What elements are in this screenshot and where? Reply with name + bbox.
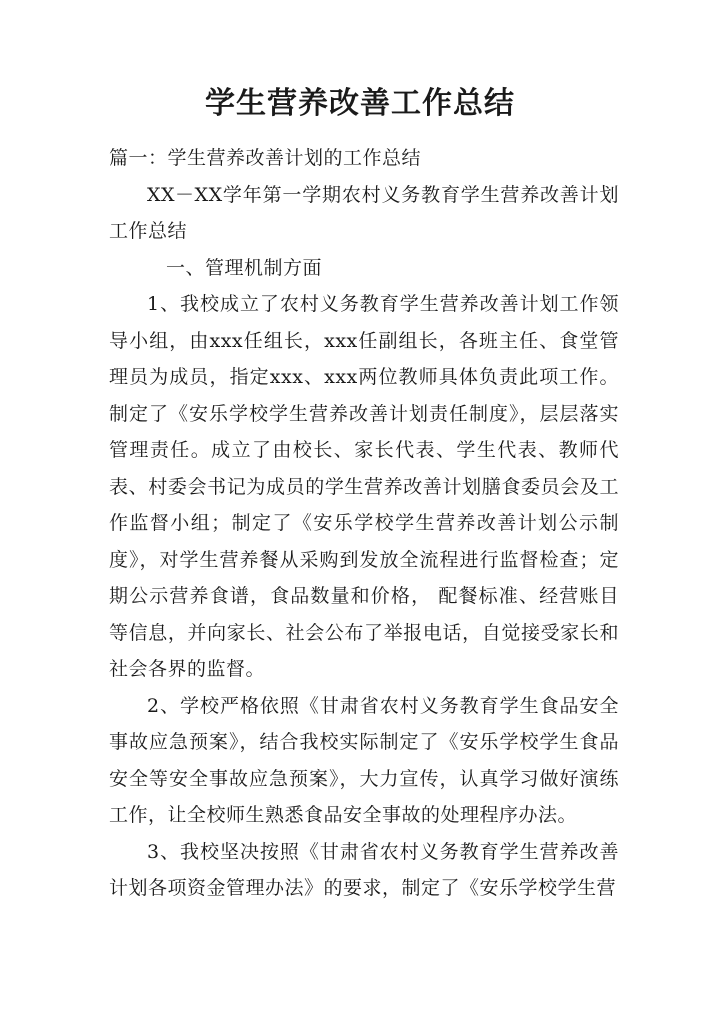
document-title: 学生营养改善工作总结 [205, 86, 515, 121]
part-heading: 一、管理机制方面 [166, 256, 323, 279]
paragraph-3: 3、我校坚决按照《甘肃省农村义务教育学生营养改善计划各项资金管理办法》的要求，制定了《安乐学校学生营 [109, 840, 619, 899]
subtitle: XX－XX学年第一学期农村义务教育学生营养改善计划工作总结 [109, 183, 619, 242]
section-heading: 篇一：学生营养改善计划的工作总结 [109, 147, 422, 169]
paragraph-2: 2、学校严格依照《甘肃省农村义务教育学生食品安全事故应急预案》，结合我校实际制定了《安乐学校学生食品安全等安全事故应急预案》，大力宣传，认真学习做好演练工作，让全校师生熟悉食品安全事故的处理程序办法。 [109, 694, 619, 826]
paragraph-1: 1、我校成立了农村义务教育学生营养改善计划工作领导小组，由xxx任组长，xxx任副组长，各班主任、食堂管理员为成员，指定xxx、xxx两位教师具体负责此项工作。制定了《安乐学校学生营养改善计划责任制度》，层层落实管理责任。成立了由校长、家长代表、学生代表、教师代表、村委会书记为成员的学生营养改善计划膳食委员会及工作监督小组；制定了《安乐学校学生营养改善计划公示制度》，对学生营养餐从采购到发放全流程进行监督检查；定期公示营养食谱，食品数量和价格， 配餐标准、经营账目等信息，并向家长、社会公布了举报电话，自觉接受家长和社会各界的监督。 [109, 293, 619, 680]
document-body [109, 140, 619, 907]
